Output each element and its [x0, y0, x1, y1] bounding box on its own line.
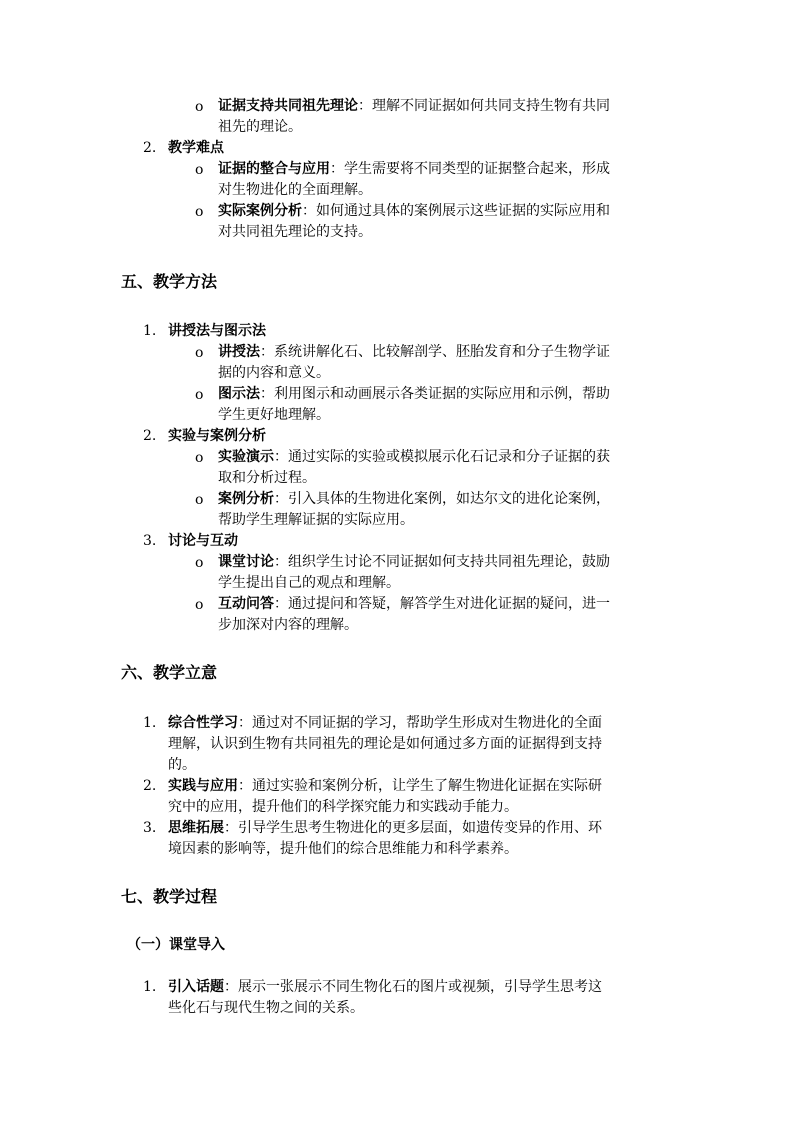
item-text: 系统讲解化石、比较解剖学、胚胎发育和分子生物学证 [274, 344, 610, 360]
list-number: 2. [143, 778, 157, 794]
item-text-cont: 境因素的影响等，提升他们的综合思维能力和科学素养。 [168, 841, 518, 857]
section-heading: 五、教学方法 [121, 272, 218, 291]
item-label: 引入话题 [168, 979, 224, 995]
colon: ： [358, 98, 372, 114]
colon: ： [238, 715, 252, 731]
list-number: 1. [143, 979, 157, 995]
item-label: 讲授法 [218, 344, 260, 360]
item-text: 利用图示和动画展示各类证据的实际应用和示例，帮助 [274, 386, 610, 402]
item-text-cont: 的。 [168, 757, 196, 773]
item-text: 组织学生讨论不同证据如何支持共同祖先理论，鼓励 [288, 554, 610, 570]
list-item-title: 实验与案例分析 [168, 428, 266, 444]
item-text-cont: 据的内容和意义。 [218, 365, 330, 381]
item-text-cont: 理解，认识到生物有共同祖先的理论是如何通过多方面的证据得到支持 [168, 736, 602, 752]
item-text-cont: 对生物进化的全面理解。 [218, 182, 372, 198]
list-item-line [218, 489, 610, 509]
item-label: 实验演示 [218, 449, 274, 465]
bullet-marker: o [195, 162, 204, 178]
item-label: 图示法 [218, 386, 260, 402]
item-text: 引导学生思考生物进化的更多层面，如遗传变异的作用、环 [238, 820, 602, 836]
item-text-cont: 究中的应用，提升他们的科学探究能力和实践动手能力。 [168, 799, 518, 815]
item-text-cont: 祖先的理论。 [218, 119, 302, 135]
bullet-marker: o [195, 99, 204, 115]
subsection-heading: （一）课堂导入 [127, 937, 225, 953]
item-text: 通过实际的实验或模拟展示化石记录和分子证据的获 [288, 449, 610, 465]
item-text-cont: 些化石与现代生物之间的关系。 [168, 1000, 364, 1016]
list-item-title: 教学难点 [168, 140, 224, 156]
list-number: 2. [143, 428, 157, 444]
bullet-marker: o [195, 597, 204, 613]
bullet-marker: o [195, 492, 204, 508]
item-text-cont: 帮助学生理解证据的实际应用。 [218, 512, 414, 528]
item-text: 学生需要将不同类型的证据整合起来，形成 [344, 161, 610, 177]
item-label: 案例分析 [218, 491, 274, 507]
bullet-marker: o [195, 204, 204, 220]
list-number: 2. [143, 140, 157, 156]
colon: ： [260, 344, 274, 360]
section-heading: 六、教学立意 [121, 663, 218, 682]
item-text: 如何通过具体的案例展示这些证据的实际应用和 [316, 203, 610, 219]
bullet-marker: o [195, 345, 204, 361]
item-label: 实践与应用 [168, 778, 238, 794]
item-text: 理解不同证据如何共同支持生物有共同 [372, 98, 610, 114]
item-text: 通过对不同证据的学习，帮助学生形成对生物进化的全面 [252, 715, 602, 731]
item-text-cont: 取和分析过程。 [218, 470, 316, 486]
colon: ： [274, 554, 288, 570]
list-item-line [168, 776, 602, 796]
colon: ： [224, 820, 238, 836]
section-heading: 七、教学过程 [121, 887, 218, 906]
colon: ： [260, 386, 274, 402]
colon: ： [274, 491, 288, 507]
list-number: 3. [143, 533, 157, 549]
colon: ： [302, 203, 316, 219]
item-label: 证据支持共同祖先理论 [218, 98, 358, 114]
item-text-cont: 学生提出自己的观点和理解。 [218, 575, 400, 591]
bullet-marker: o [195, 450, 204, 466]
colon: ： [274, 596, 288, 612]
list-item-line [218, 384, 610, 404]
colon: ： [330, 161, 344, 177]
list-item-line [168, 818, 602, 838]
list-item-line [218, 552, 610, 572]
list-item-title: 讲授法与图示法 [168, 323, 266, 339]
item-label: 证据的整合与应用 [218, 161, 330, 177]
item-label: 实际案例分析 [218, 203, 302, 219]
list-item-title: 讨论与互动 [168, 533, 238, 549]
list-number: 3. [143, 820, 157, 836]
colon: ： [224, 979, 238, 995]
bullet-marker: o [195, 387, 204, 403]
list-item-line [168, 977, 602, 997]
bullet-marker: o [195, 555, 204, 571]
item-text: 通过提问和答疑，解答学生对进化证据的疑问，进一 [288, 596, 610, 612]
item-text: 通过实验和案例分析，让学生了解生物进化证据在实际研 [252, 778, 602, 794]
item-text: 展示一张展示不同生物化石的图片或视频，引导学生思考这 [238, 979, 602, 995]
item-text-cont: 对共同祖先理论的支持。 [218, 224, 372, 240]
list-item-line [218, 159, 610, 179]
item-label: 互动问答 [218, 596, 274, 612]
list-number: 1. [143, 323, 157, 339]
list-item-line [218, 96, 610, 116]
item-label: 课堂讨论 [218, 554, 274, 570]
list-item-line [218, 447, 610, 467]
item-label: 综合性学习 [168, 715, 238, 731]
list-item-line [218, 594, 610, 614]
colon: ： [274, 449, 288, 465]
list-item-line [218, 201, 610, 221]
item-text: 引入具体的生物进化案例，如达尔文的进化论案例， [288, 491, 610, 507]
list-number: 1. [143, 715, 157, 731]
item-label: 思维拓展 [168, 820, 224, 836]
list-item-line [218, 342, 610, 362]
colon: ： [238, 778, 252, 794]
item-text-cont: 步加深对内容的理解。 [218, 617, 358, 633]
list-item-line [168, 713, 602, 733]
item-text-cont: 学生更好地理解。 [218, 407, 330, 423]
